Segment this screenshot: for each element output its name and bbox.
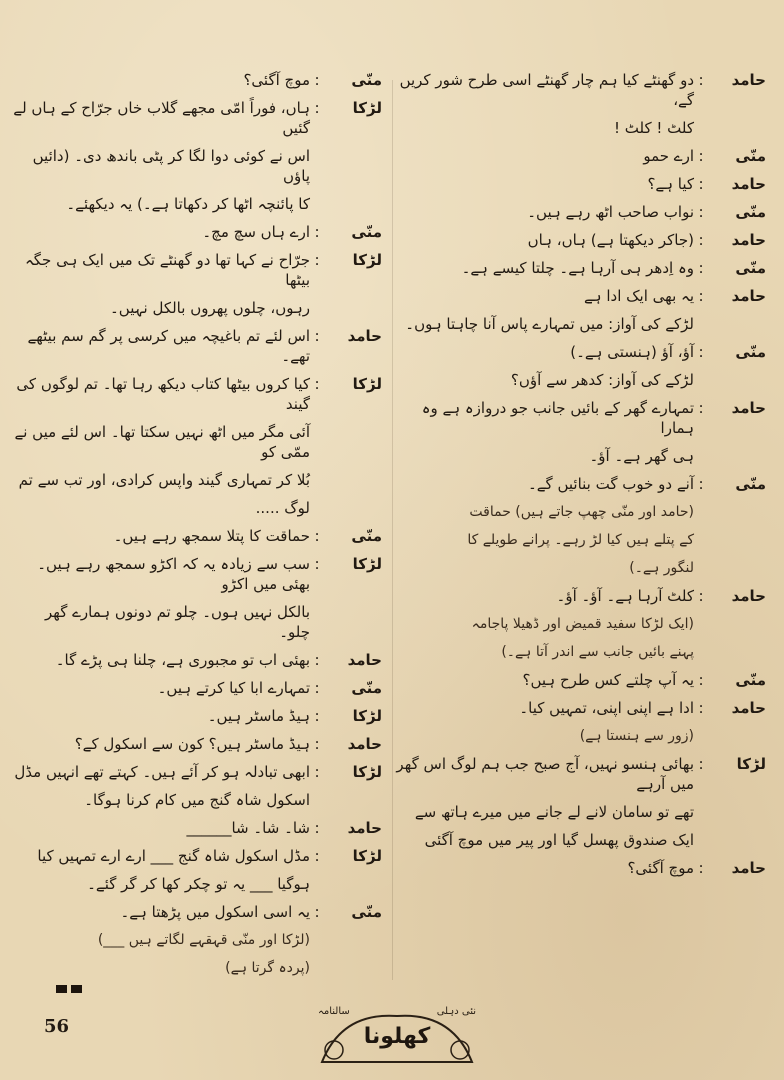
dialogue-text: یہ اسی اسکول میں پڑھتا ہے۔ [120, 903, 310, 921]
dialogue-line [10, 70, 382, 90]
dialogue-text: سب سے زیادہ یہ کہ اکڑو سمجھ رہے ہیں۔ بھئی میں اکڑو [37, 555, 310, 593]
dialogue-continuation: بُلا کر تمہاری گیند واپس کرادی، اور تب سے تم [18, 471, 310, 489]
dialogue-line [10, 734, 382, 754]
speaker-colon: : [314, 555, 320, 573]
dialogue-continuation: اس نے کوئی دوا لگا کر پٹی باندھ دی۔ (دائیں پاؤں [32, 147, 310, 185]
dialogue-continuation: بالکل نہیں ہوں۔ چلو تم دونوں ہمارے گھر چلو۔ [45, 603, 310, 641]
speaker-colon: : [314, 99, 320, 117]
speaker-name: منّی [351, 679, 382, 697]
dialogue-line [10, 706, 382, 726]
dialogue-line [10, 902, 382, 922]
dialogue-line [10, 846, 382, 866]
page-number: 56 [44, 1016, 70, 1037]
speaker-colon: : [314, 375, 320, 393]
speaker-name: حامد [731, 699, 766, 717]
dialogue-line [10, 98, 382, 138]
column-divider [392, 80, 393, 980]
dialogue-line [10, 678, 382, 698]
speaker-name: لڑکا [352, 763, 382, 781]
stage-direction: پہنے بائیں جانب سے اندر آتا ہے۔) [501, 644, 694, 660]
speaker-colon: : [698, 859, 704, 877]
dialogue-line [394, 70, 766, 110]
speaker-colon: : [698, 231, 704, 249]
stage-direction: (زور سے ہنستا ہے) [579, 728, 694, 744]
speaker-colon: : [698, 755, 704, 773]
dialogue-text: کیا ہے؟ [647, 175, 694, 193]
dialogue-text: دو گھنٹے کیا ہم چار گھنٹے اسی طرح شور کریں گے، [399, 71, 694, 109]
dialogue-text: ہاں، فوراً امّی مجھے گلاب خاں جرّاح کے ہاں لے گئیں [13, 99, 310, 137]
speaker-colon: : [314, 763, 320, 781]
speaker-colon: : [698, 399, 704, 417]
dialogue-text: موچ آگئی؟ [627, 859, 694, 877]
speaker-name: منّی [351, 71, 382, 89]
speaker-name: منّی [351, 527, 382, 545]
speaker-name: لڑکا [736, 755, 766, 773]
dialogue-text: وہ اِدھر ہی آرہا ہے۔ چلتا کیسے ہے۔ [461, 259, 694, 277]
dialogue-line [10, 554, 382, 594]
dialogue-continuation: لڑکے کی آواز: کدھر سے آؤں؟ [510, 371, 694, 389]
speaker-name: لڑکا [352, 707, 382, 725]
speaker-name: منّی [351, 903, 382, 921]
dialogue-text: یہ آپ چلتے کس طرح ہیں؟ [522, 671, 694, 689]
marker-square [56, 985, 67, 993]
speaker-name: منّی [735, 475, 766, 493]
dialogue-line [394, 474, 766, 494]
speaker-name: حامد [347, 819, 382, 837]
dialogue-line [10, 374, 382, 414]
speaker-colon: : [698, 147, 704, 165]
dialogue-continuation: رہوں، چلوں پھروں بالکل نہیں۔ [110, 299, 310, 317]
speaker-colon: : [698, 671, 704, 689]
dialogue-line [394, 698, 766, 718]
speaker-colon: : [314, 327, 320, 345]
dialogue-text: کلٹ آرہا ہے۔ آؤ۔ آؤ۔ [556, 587, 694, 605]
dialogue-line [394, 398, 766, 438]
speaker-name: لڑکا [352, 847, 382, 865]
stage-direction: کے پتلے ہیں کیا لڑ رہے۔ پرانے طویلے کا [467, 532, 694, 548]
dialogue-text: یہ بھی ایک ادا ہے [584, 287, 694, 305]
speaker-colon: : [314, 679, 320, 697]
stage-direction: لنگور ہے۔) [629, 560, 694, 576]
dialogue-text: آؤ، آؤ (ہنستی ہے۔) [570, 343, 694, 361]
dialogue-continuation: کا پائنچہ اٹھا کر دکھاتا ہے۔) یہ دیکھئے۔ [66, 195, 310, 213]
right-column [394, 70, 766, 886]
stage-direction: (حامد اور منّی چھپ جاتے ہیں) حماقت [469, 504, 694, 520]
speaker-colon: : [698, 259, 704, 277]
dialogue-text: اس لئے تم باغیچہ میں کرسی پر گم سم بیٹھے تھے۔ [27, 327, 310, 365]
dialogue-text: حماقت کا پتلا سمجھ رہے ہیں۔ [113, 527, 310, 545]
dialogue-line [394, 286, 766, 306]
dialogue-text: بھئی اب تو مجبوری ہے، چلنا ہی پڑے گا۔ [55, 651, 310, 669]
speaker-name: لڑکا [352, 555, 382, 573]
speaker-colon: : [698, 175, 704, 193]
speaker-colon: : [314, 651, 320, 669]
speaker-colon: : [698, 287, 704, 305]
speaker-name: منّی [735, 671, 766, 689]
speaker-name: منّی [735, 147, 766, 165]
speaker-name: حامد [347, 327, 382, 345]
dialogue-line [10, 650, 382, 670]
dialogue-line [394, 342, 766, 362]
speaker-name: حامد [731, 231, 766, 249]
dialogue-line [394, 146, 766, 166]
dialogue-continuation: آئی مگر میں اٹھ نہیں سکتا تھا۔ اس لئے میں نے ممّی کو [14, 423, 310, 461]
dialogue-continuation: ایک صندوق پھسل گیا اور پیر میں موچ آگئی [424, 831, 694, 849]
dialogue-line [394, 858, 766, 878]
dialogue-text: ابھی تبادلہ ہو کر آئے ہیں۔ کہتے تھے انہیں مڈل [14, 763, 310, 781]
masthead-left-tag: سالنامہ [318, 1006, 350, 1017]
dialogue-continuation: ہوگیا ___ یہ تو چکر کھا کر گر گئے۔ [87, 875, 310, 893]
dialogue-continuation: ہی گھر ہے۔ آؤ۔ [589, 447, 694, 465]
dialogue-text: (جاکر دیکھتا ہے) ہاں، ہاں [527, 231, 694, 249]
dialogue-line [394, 670, 766, 690]
speaker-name: منّی [735, 259, 766, 277]
dialogue-text: ادا ہے اپنی اپنی، تمہیں کیا۔ [519, 699, 694, 717]
speaker-colon: : [314, 71, 320, 89]
dialogue-line [394, 754, 766, 794]
dialogue-text: نواب صاحب اٹھ رہے ہیں۔ [527, 203, 694, 221]
dialogue-text: آنے دو خوب گت بنائیں گے۔ [527, 475, 694, 493]
speaker-colon: : [314, 223, 320, 241]
dialogue-text: تمہارے ابا کیا کرتے ہیں۔ [157, 679, 310, 697]
dialogue-text: ارے ہاں سچ مچ۔ [202, 223, 310, 241]
section-marker [56, 985, 82, 993]
speaker-colon: : [698, 343, 704, 361]
masthead-title: کھلونا [363, 1024, 431, 1049]
dialogue-text: کیا کروں بیٹھا کتاب دیکھ رہا تھا۔ تم لوگوں کی گیند [16, 375, 310, 413]
dialogue-text: جرّاح نے کہا تھا دو گھنٹے تک میں ایک ہی جگہ بیٹھا [24, 251, 310, 289]
dialogue-line [10, 818, 382, 838]
dialogue-line [394, 202, 766, 222]
dialogue-text: شا۔ شا۔ شا______ [186, 819, 310, 837]
speaker-colon: : [698, 203, 704, 221]
speaker-name: لڑکا [352, 251, 382, 269]
speaker-colon: : [698, 475, 704, 493]
speaker-name: حامد [731, 175, 766, 193]
dialogue-line [10, 326, 382, 366]
dialogue-text: ارے حمو [643, 147, 694, 165]
speaker-colon: : [314, 527, 320, 545]
speaker-name: منّی [735, 203, 766, 221]
dialogue-text: ہیڈ ماسٹر ہیں۔ [207, 707, 310, 725]
speaker-name: منّی [351, 223, 382, 241]
dialogue-text: تمہارے گھر کے بائیں جانب جو دروازہ ہے وہ ہمارا [421, 399, 694, 437]
speaker-colon: : [314, 903, 320, 921]
dialogue-continuation: اسکول شاہ گنج میں کام کرنا ہوگا۔ [84, 791, 310, 809]
stage-direction: (ایک لڑکا سفید قمیض اور ڈھیلا پاجامہ [471, 616, 694, 632]
dialogue-line [10, 762, 382, 782]
speaker-name: لڑکا [352, 99, 382, 117]
speaker-name: حامد [347, 735, 382, 753]
marker-square [71, 985, 82, 993]
dialogue-continuation: کلٹ ! کلٹ ! [613, 119, 694, 137]
dialogue-line [394, 258, 766, 278]
speaker-name: لڑکا [352, 375, 382, 393]
dialogue-continuation: لڑکے کی آواز: میں تمہارے پاس آنا چاہتا ہوں۔ [405, 315, 694, 333]
speaker-colon: : [314, 819, 320, 837]
dialogue-line [10, 526, 382, 546]
speaker-name: حامد [731, 859, 766, 877]
speaker-colon: : [698, 71, 704, 89]
speaker-name: حامد [731, 287, 766, 305]
speaker-name: حامد [731, 587, 766, 605]
speaker-colon: : [698, 587, 704, 605]
dialogue-text: مڈل اسکول شاہ گنج ___ ارے ارے تمہیں کیا [37, 847, 310, 865]
speaker-name: حامد [731, 71, 766, 89]
dialogue-continuation: تھے تو سامان لانے لے جانے میں میرے ہاتھ سے [414, 803, 694, 821]
dialogue-line [394, 174, 766, 194]
dialogue-line [394, 230, 766, 250]
dialogue-continuation: لوگ ..... [255, 499, 310, 517]
dialogue-text: ہیڈ ماسٹر ہیں؟ کون سے اسکول کے؟ [74, 735, 310, 753]
dialogue-line [10, 250, 382, 290]
dialogue-line [394, 586, 766, 606]
speaker-colon: : [314, 847, 320, 865]
speaker-name: حامد [731, 399, 766, 417]
speaker-name: منّی [735, 343, 766, 361]
left-column [10, 70, 382, 986]
stage-direction: (پردہ گرتا ہے) [225, 960, 310, 976]
masthead-right-tag: نئی دہلی [436, 1006, 476, 1017]
dialogue-text: موچ آگئی؟ [243, 71, 310, 89]
speaker-name: حامد [347, 651, 382, 669]
speaker-colon: : [314, 251, 320, 269]
stage-direction: (لڑکا اور منّی قہقہے لگاتے ہیں ___) [97, 932, 310, 948]
dialogue-line [10, 222, 382, 242]
speaker-colon: : [698, 699, 704, 717]
dialogue-text: بھائی ہنسو نہیں، آج صبح جب ہم لوگ اس گھر میں آرہے [396, 755, 694, 793]
speaker-colon: : [314, 735, 320, 753]
magazine-masthead [312, 1002, 482, 1072]
speaker-colon: : [314, 707, 320, 725]
